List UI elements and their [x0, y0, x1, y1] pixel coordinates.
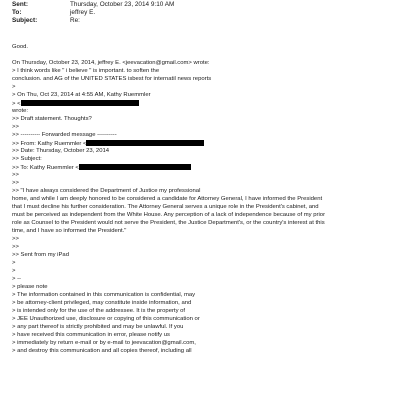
- body-line: > have received this communication in error, please notify us: [12, 332, 170, 338]
- redaction-bar: [86, 140, 204, 146]
- body-line: Good.: [12, 44, 29, 50]
- sent-value: Thursday, October 23, 2014 9:10 AM: [70, 1, 175, 8]
- body-line: >>: [12, 236, 19, 242]
- sent-row: [12, 1, 174, 9]
- body-line: >> "I have always considered the Department of Justice my professional: [12, 188, 201, 194]
- body-line: >> Sent from my iPad: [12, 252, 69, 258]
- subject-row: [12, 17, 80, 25]
- body-line: On Thursday, October 23, 2014, jeffrey E. <jeevacation@gmail.com> wrote:: [12, 60, 210, 66]
- body-line: >> Date: Thursday, October 23, 2014: [12, 148, 110, 154]
- sent-label: Sent:: [12, 1, 28, 8]
- body-line: >>: [12, 172, 19, 178]
- body-line: >>: [12, 124, 19, 130]
- body-line: > be attorney-client privileged, may constitute inside information, and: [12, 300, 192, 306]
- body-line-text: >> To: Kathy Ruemmler <: [12, 165, 79, 171]
- body-line: >: [12, 268, 16, 274]
- body-line: > and destroy this communication and all copies thereof, including all: [12, 348, 192, 354]
- subject-label: Subject:: [12, 17, 38, 24]
- body-line: >> Subject:: [12, 156, 42, 162]
- body-line: > please note: [12, 284, 48, 290]
- subject-value: Re:: [70, 17, 80, 24]
- redaction-bar: [21, 100, 139, 106]
- body-line: conclusion. and AG of the UNITED STATES isbest for internatil news reports: [12, 76, 212, 82]
- body-line: > --: [12, 276, 21, 282]
- body-line: >: [12, 260, 16, 266]
- to-row: [12, 9, 95, 17]
- body-line: time, and I have so informed the President.": [12, 228, 127, 234]
- body-line-text: >> From: Kathy Ruemmler <: [12, 141, 87, 147]
- body-line: >>: [12, 180, 19, 186]
- body-line: >>: [12, 244, 19, 250]
- body-line: >: [12, 84, 16, 90]
- body-line: > JEE Unauthorized use, disclosure or copying of this communication or: [12, 316, 200, 322]
- body-line: > I think words like " i believe " is important. to soften the: [12, 68, 160, 74]
- body-line: wrote:: [12, 108, 29, 114]
- body-line: > On Thu, Oct 23, 2014 at 4:55 AM, Kathy Ruemmler: [12, 92, 151, 98]
- body-line: must be perceived as independent from the White House. Any perception of a lack of independence because of my prior: [12, 212, 326, 218]
- body-line-text: > <: [12, 101, 21, 107]
- body-line: > The information contained in this communication is confidential, may: [12, 292, 196, 298]
- redaction-bar: [79, 164, 191, 170]
- body-line: home, and while I am deeply honored to be considered a candidate for Attorney General, I have informed the President: [12, 196, 323, 202]
- to-value: jeffrey E.: [70, 9, 96, 16]
- body-line: > immediately by return e-mail or by e-mail to jeevacation@gmail.com,: [12, 340, 196, 346]
- to-label: To:: [12, 9, 22, 16]
- body-line: >> Draft statement. Thoughts?: [12, 116, 92, 122]
- body-line: >> ---------- Forwarded message ----------: [12, 132, 117, 138]
- body-line: > any part thereof is strictly prohibited and may be unlawful. If you: [12, 324, 184, 330]
- body-line: role as Counsel to the President would not serve the President, the Justice Department's, or the country's interest at this: [12, 220, 325, 226]
- body-line: that I must decline his further consideration. The Attorney General serves a unique role in the President's cabinet, and: [12, 204, 319, 210]
- body-line: > is intended only for the use of the addressee. It is the property of: [12, 308, 186, 314]
